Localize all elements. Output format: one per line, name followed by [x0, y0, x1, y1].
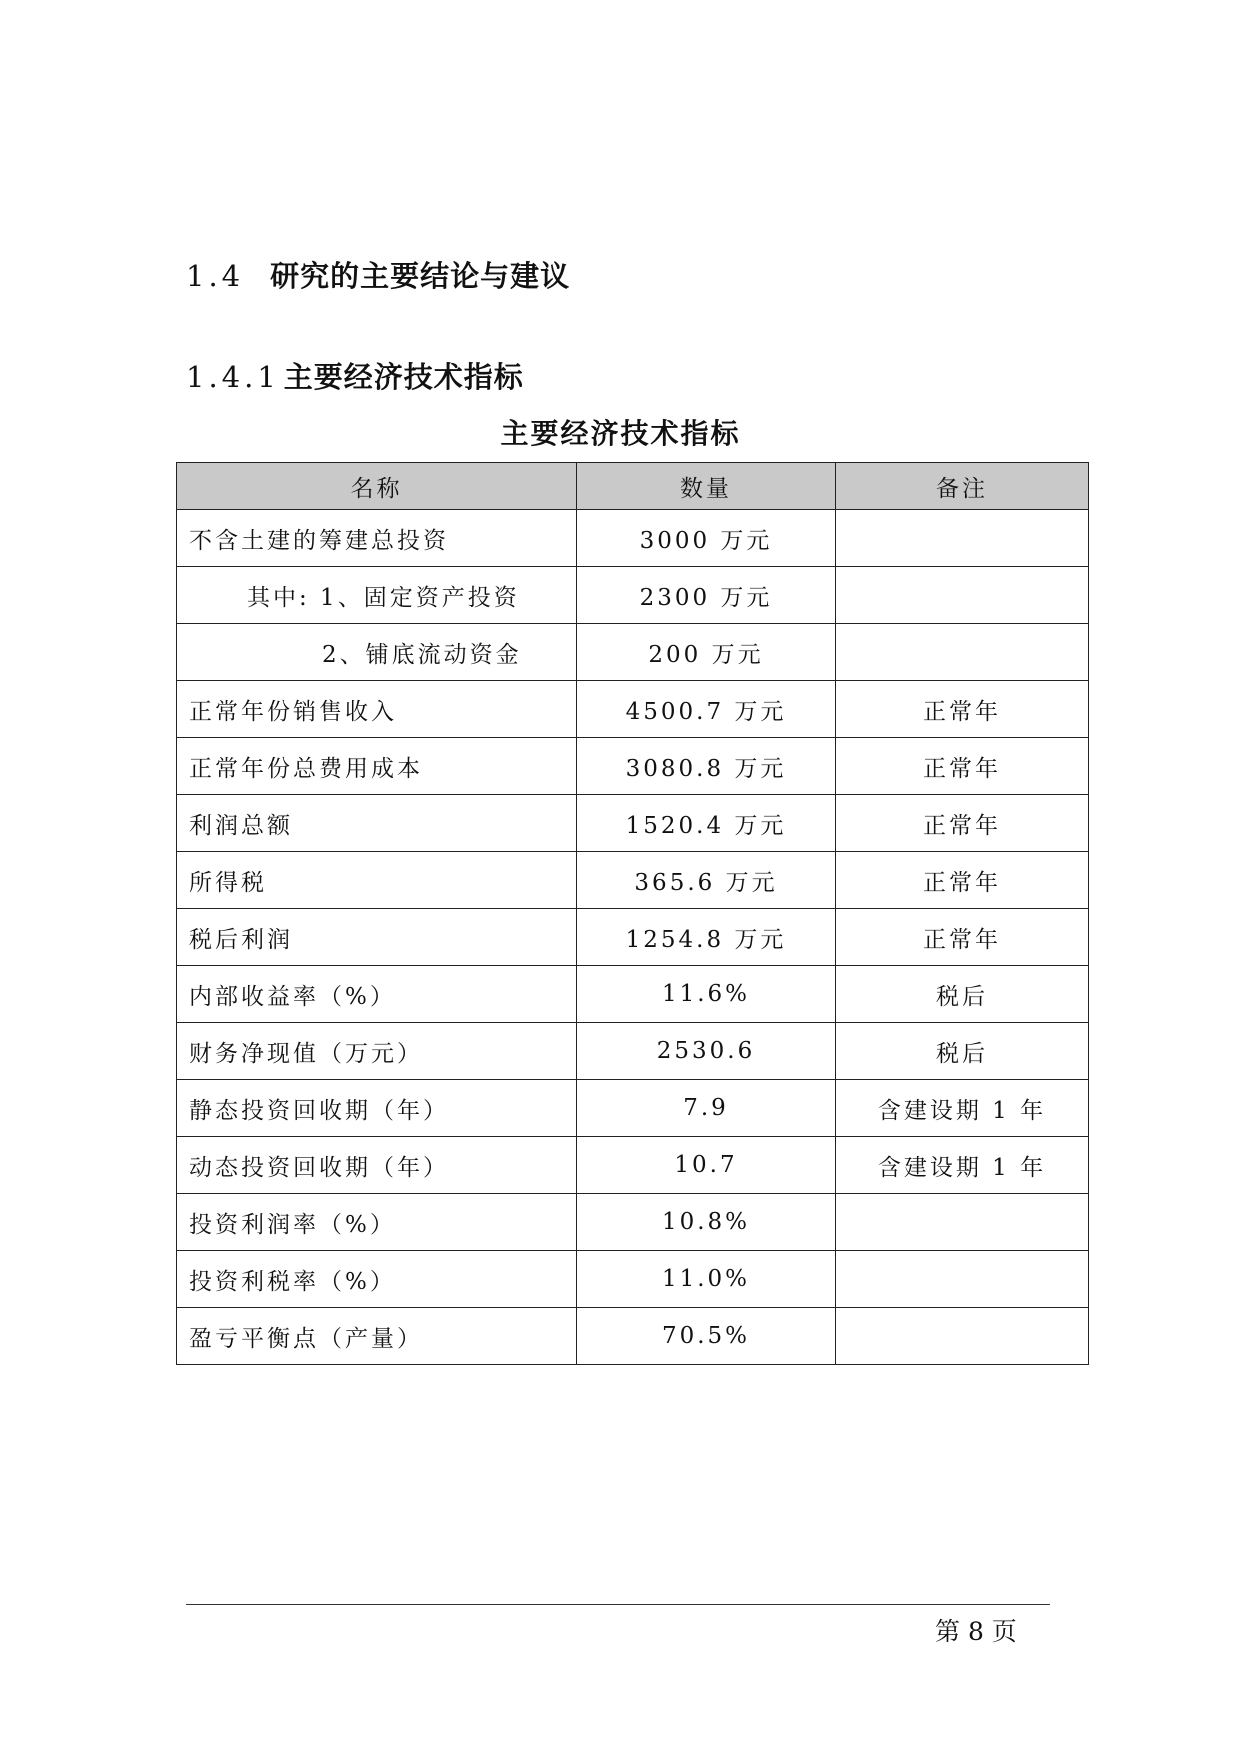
row-note [836, 1194, 1089, 1251]
table-row [177, 681, 1089, 738]
footer-divider [186, 1604, 1050, 1605]
row-name: 财务净现值（万元） [177, 1023, 577, 1080]
table-row [177, 1194, 1089, 1251]
row-note: 正常年 [836, 909, 1089, 966]
row-name: 2、铺底流动资金 [177, 624, 577, 681]
row-note: 正常年 [836, 795, 1089, 852]
row-note: 正常年 [836, 852, 1089, 909]
header-note: 备注 [836, 463, 1089, 510]
page-number: 第 8 页 [935, 1617, 1017, 1646]
row-quantity: 10.7 [577, 1137, 836, 1194]
row-quantity: 11.6% [577, 966, 836, 1023]
row-quantity: 7.9 [577, 1080, 836, 1137]
table-row [177, 795, 1089, 852]
table-caption: 主要经济技术指标 [500, 417, 741, 450]
table-row [177, 624, 1089, 681]
row-name: 内部收益率（%） [177, 966, 577, 1023]
row-name: 投资利润率（%） [177, 1194, 577, 1251]
row-name: 利润总额 [177, 795, 577, 852]
subsection-number: 1.4.1 [186, 360, 280, 394]
row-name: 正常年份销售收入 [177, 681, 577, 738]
row-note: 正常年 [836, 681, 1089, 738]
row-note [836, 567, 1089, 624]
row-name: 不含土建的筹建总投资 [177, 510, 577, 567]
header-quantity: 数量 [577, 463, 836, 510]
row-quantity: 365.6 万元 [577, 852, 836, 909]
row-quantity: 200 万元 [577, 624, 836, 681]
table-row [177, 567, 1089, 624]
table-row [177, 966, 1089, 1023]
row-quantity: 11.0% [577, 1251, 836, 1308]
row-quantity: 10.8% [577, 1194, 836, 1251]
table-row [177, 1137, 1089, 1194]
row-quantity: 1254.8 万元 [577, 909, 836, 966]
row-note: 含建设期 1 年 [836, 1080, 1089, 1137]
indicator-table [176, 462, 1089, 1365]
section-number: 1.4 [186, 259, 245, 293]
section-heading [186, 254, 570, 295]
subsection-title: 主要经济技术指标 [283, 360, 524, 394]
row-quantity: 4500.7 万元 [577, 681, 836, 738]
row-name: 正常年份总费用成本 [177, 738, 577, 795]
table-row [177, 1308, 1089, 1365]
table-row [177, 1080, 1089, 1137]
row-name: 其中: 1、固定资产投资 [177, 567, 577, 624]
row-quantity: 3000 万元 [577, 510, 836, 567]
row-name: 静态投资回收期（年） [177, 1080, 577, 1137]
row-note [836, 1308, 1089, 1365]
row-name: 动态投资回收期（年） [177, 1137, 577, 1194]
table-header-row [177, 463, 1089, 510]
row-name: 投资利税率（%） [177, 1251, 577, 1308]
row-note: 税后 [836, 966, 1089, 1023]
row-quantity: 70.5% [577, 1308, 836, 1365]
header-name: 名称 [177, 463, 577, 510]
row-note [836, 624, 1089, 681]
row-quantity: 1520.4 万元 [577, 795, 836, 852]
section-title: 研究的主要结论与建议 [270, 259, 571, 293]
row-quantity: 2530.6 [577, 1023, 836, 1080]
table-row [177, 1251, 1089, 1308]
row-note: 正常年 [836, 738, 1089, 795]
table-row [177, 510, 1089, 567]
table-row [177, 738, 1089, 795]
row-quantity: 2300 万元 [577, 567, 836, 624]
table-row [177, 852, 1089, 909]
table-row [177, 909, 1089, 966]
row-note: 税后 [836, 1023, 1089, 1080]
row-quantity: 3080.8 万元 [577, 738, 836, 795]
subsection-heading [186, 355, 524, 396]
row-note [836, 510, 1089, 567]
table-row [177, 1023, 1089, 1080]
row-name: 盈亏平衡点（产量） [177, 1308, 577, 1365]
row-name: 所得税 [177, 852, 577, 909]
row-note: 含建设期 1 年 [836, 1137, 1089, 1194]
row-name: 税后利润 [177, 909, 577, 966]
row-note [836, 1251, 1089, 1308]
